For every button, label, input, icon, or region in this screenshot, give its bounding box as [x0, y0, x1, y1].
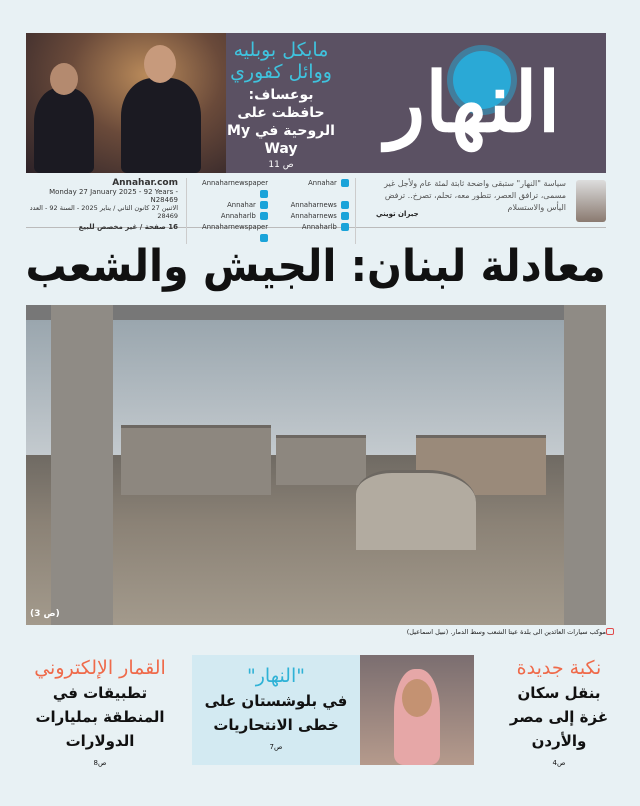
building: [276, 435, 366, 485]
social-link[interactable]: Annaharnews: [274, 211, 349, 222]
social-link[interactable]: Annaharlb: [274, 222, 349, 244]
concrete-column: [51, 305, 113, 625]
date-en: Monday 27 January 2025 - 92 Years - N28469: [49, 188, 178, 204]
social-link[interactable]: Annahar: [193, 200, 268, 211]
story-page: ص7: [269, 743, 283, 751]
teaser-quote: بوعساف: حافظت على الروحية في My Way: [227, 87, 335, 157]
story-page: ص8: [93, 759, 107, 767]
teaser[interactable]: [226, 39, 336, 170]
singers-photo: [26, 33, 226, 173]
story-deck: بنقل سكان غزة إلى مصر والأردن: [509, 684, 609, 750]
social-link[interactable]: Annaharnewspaper: [193, 222, 268, 244]
photo-caption: موكب سيارات العائدين الى بلدة عيتا الشعب وسط الدمار. (نبيل اسماعيل): [406, 628, 606, 636]
social-links: [186, 178, 356, 244]
teaser-page: ص 11: [268, 160, 294, 170]
frame-beam: [26, 305, 606, 320]
rubble-pile: [356, 470, 476, 550]
story-photo-woman: [360, 655, 474, 765]
info-strip: [26, 176, 606, 231]
quote-text: سياسة "النهار" ستبقى واضحة ثابتة لمئة عام ولأجل غير مسمى، ترافق العصر، تتطور معه، تحلم، تصرخ.. ترفض اليأس والاستسلام: [384, 179, 566, 212]
headline-area: [26, 236, 606, 298]
instagram-icon: [341, 212, 349, 220]
teaser-names: مايكل بوبليه ووائل كفوري: [230, 39, 332, 83]
tiktok-icon: [260, 201, 268, 209]
social-link[interactable]: Annaharlb: [193, 211, 268, 222]
story-gaza[interactable]: [504, 655, 614, 765]
main-photo[interactable]: [26, 305, 606, 625]
story-page: ص4: [552, 759, 566, 767]
x-icon: [341, 179, 349, 187]
facebook-icon: [341, 201, 349, 209]
date-ar: الاثنين 27 كانون الثاني / يناير 2025 - السنة 92 - العدد 28469: [29, 204, 178, 220]
editorial-quote: [371, 178, 606, 218]
story-deck: في بلوشستان على خطى الانتحاريات: [204, 692, 348, 734]
page-count: 16 صفحة / غير مخصص للبيع: [78, 223, 178, 231]
building: [121, 425, 271, 495]
social-link[interactable]: Annahar: [274, 178, 349, 200]
story-kicker: "النهار": [246, 665, 305, 687]
story-deck: تطبيقات في المنطقة بمليارات الدولارات: [35, 684, 165, 750]
linkedin-icon: [341, 223, 349, 231]
social-link[interactable]: Annaharnewspaper: [193, 178, 268, 200]
main-headline[interactable]: معادلة لبنان: الجيش والشعب: [25, 241, 607, 292]
social-link[interactable]: Annaharnews: [274, 200, 349, 211]
top-banner[interactable]: [26, 33, 606, 173]
signature: جبران تويني: [376, 210, 419, 218]
story-balochistan[interactable]: [192, 655, 360, 765]
edition-info: [26, 178, 178, 231]
story-kicker: نكبة جديدة: [516, 657, 602, 679]
story-gambling[interactable]: [26, 655, 174, 765]
concrete-column: [564, 305, 606, 625]
telegram-icon: [260, 190, 268, 198]
annahar-logo[interactable]: النهار: [385, 55, 561, 151]
website-link[interactable]: Annahar.com: [112, 178, 178, 188]
photo-page-ref: (ص 3): [30, 609, 60, 619]
snapchat-icon: [260, 212, 268, 220]
camera-icon: [606, 628, 614, 635]
founder-portrait: [576, 180, 606, 222]
story-kicker: القمار الإلكتروني: [34, 657, 166, 679]
